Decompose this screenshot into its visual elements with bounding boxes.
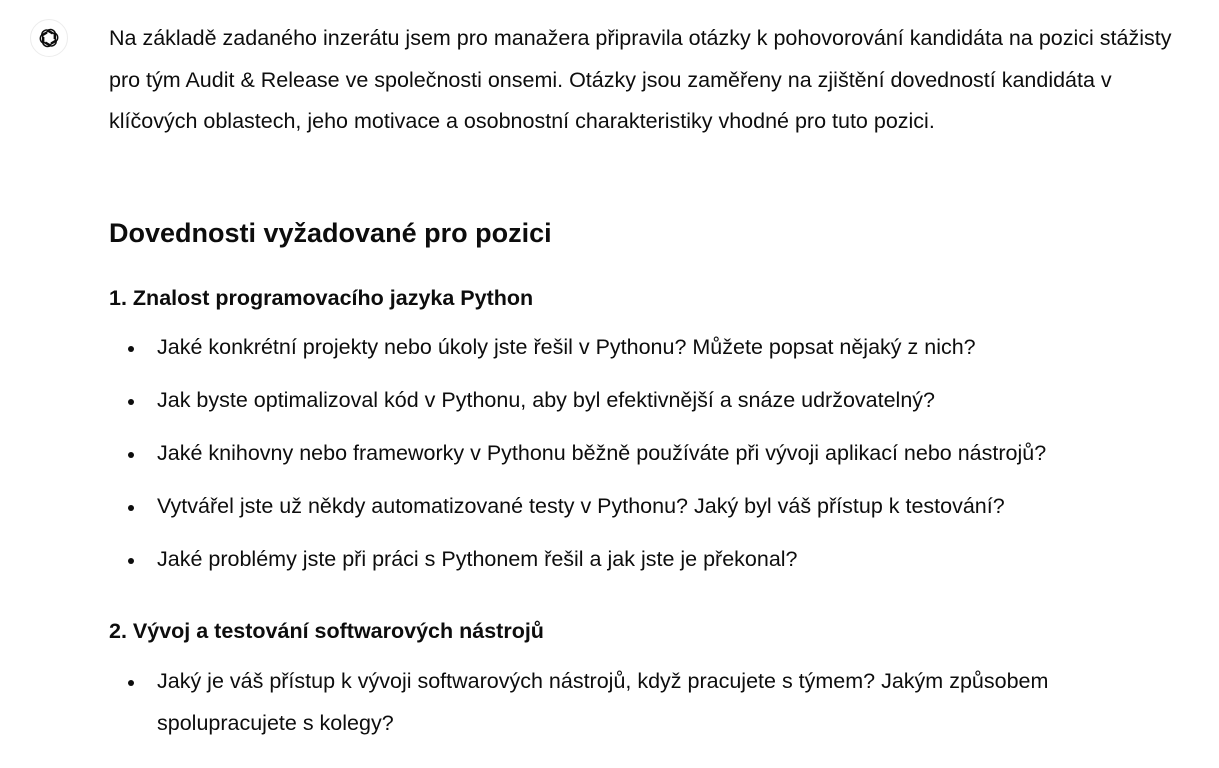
question-list-python	[109, 327, 1189, 592]
group-title-python	[109, 282, 533, 314]
assistant-message	[109, 18, 1189, 735]
group-title-text: Vývoj a testování softwarových nástrojů	[132, 619, 544, 643]
question-list-tools	[109, 661, 1189, 756]
bullet-icon	[128, 346, 134, 352]
list-item: Jaké problémy jste při práci s Pythonem řešil a jak jste je překonal?	[109, 539, 1189, 581]
group-title-text: Znalost programovacího jazyka Python	[132, 286, 534, 310]
openai-logo-icon	[35, 24, 63, 52]
bullet-icon	[128, 680, 134, 686]
section-heading: Dovednosti vyžadované pro pozici	[109, 218, 552, 248]
message-intro: Na základě zadaného inzerátu jsem pro manažera připravila otázky k pohovorování kandidáta na pozici stážisty pro tým Audit & Release ve společnosti onsemi. Otázky jsou zaměřeny na zjištění dovedností kandidáta v klíčových oblastech, jeho motivace a osobnostní charakteristiky vhodné pro tuto pozici.	[109, 26, 1172, 133]
list-item: Jak byste optimalizoval kód v Pythonu, aby byl efektivnější a snáze udržovatelný?	[109, 380, 1189, 422]
bullet-icon	[128, 399, 134, 405]
group-number: 2.	[109, 619, 127, 643]
bullet-icon	[128, 452, 134, 458]
list-item: Jaký je váš přístup k vývoji softwarových nástrojů, když pracujete s týmem? Jakým způsobem spolupracujete s kolegy?	[109, 661, 1189, 744]
list-item: Jaké konkrétní projekty nebo úkoly jste řešil v Pythonu? Můžete popsat nějaký z nich?	[109, 327, 1189, 369]
bullet-icon	[128, 558, 134, 564]
group-number: 1.	[109, 286, 127, 310]
list-item: Jaké knihovny nebo frameworky v Pythonu běžně používáte při vývoji aplikací nebo nástrojů?	[109, 433, 1189, 475]
list-item: Vytvářel jste už někdy automatizované testy v Pythonu? Jaký byl váš přístup k testování?	[109, 486, 1189, 528]
group-title-tools	[109, 615, 544, 647]
assistant-avatar	[30, 19, 68, 57]
bullet-icon	[128, 505, 134, 511]
